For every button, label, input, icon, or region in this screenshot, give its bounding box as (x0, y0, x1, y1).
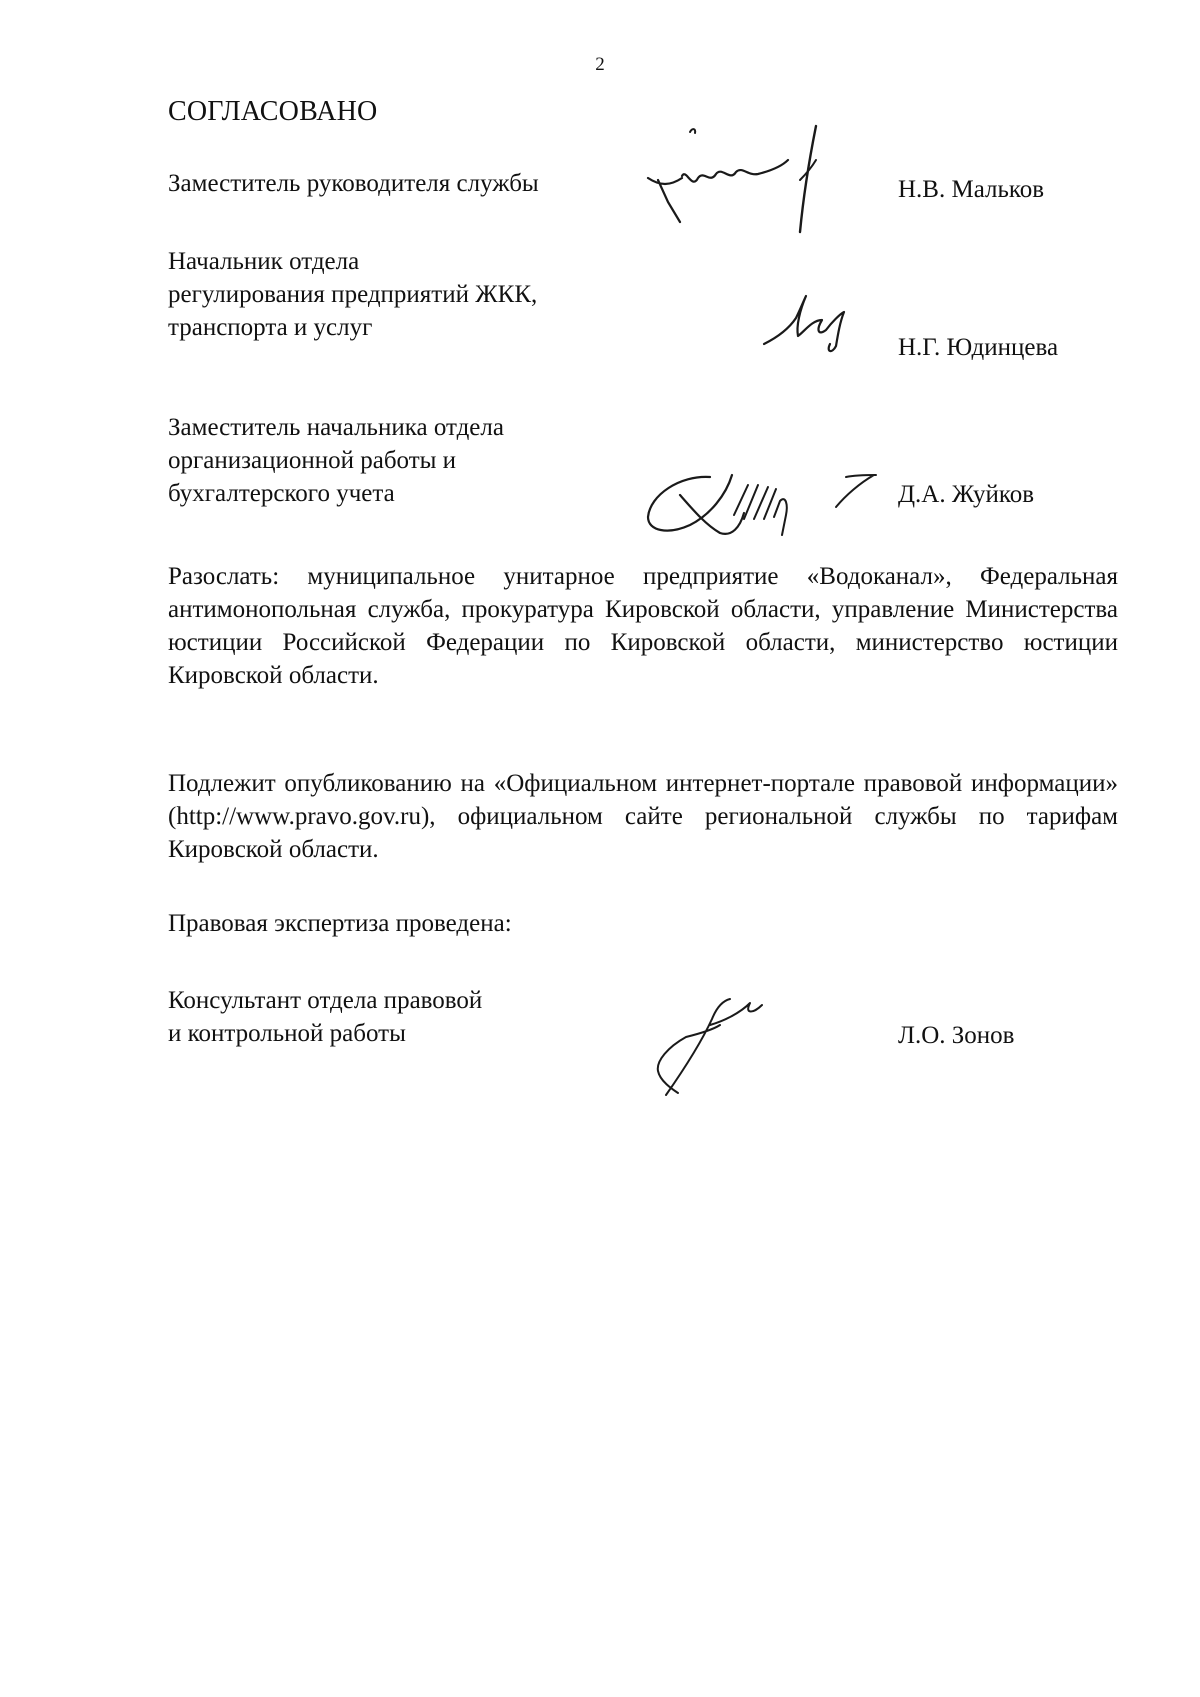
signature-zonov (650, 985, 820, 1105)
legal-review-name: Л.О. Зонов (898, 1022, 1015, 1049)
approver-name-2: Н.Г. Юдинцева (898, 334, 1059, 361)
approver-role-3-line: Заместитель начальника отдела (168, 414, 504, 441)
legal-review-title: Правовая экспертиза проведена: (168, 910, 512, 937)
signature-yudintseva (760, 290, 880, 360)
approver-role-2-line: регулирования предприятий ЖКК, (168, 281, 538, 308)
signature-malkov (640, 120, 840, 250)
approver-role-2-line: транспорта и услуг (168, 314, 373, 341)
approver-name-3: Д.А. Жуйков (898, 481, 1035, 508)
publication-paragraph: Подлежит опубликованию на «Официальном интернет-портале правовой информации» (http://www.pravo.gov.ru), официальном сайте региональной службы по тарифам Кировской области. (168, 770, 1118, 863)
legal-review-role-line: Консультант отдела правовой (168, 987, 483, 1014)
page-number: 2 (595, 54, 605, 75)
signature-zhuikov (640, 455, 900, 545)
approver-role-1 (168, 167, 539, 200)
legal-review-role-line: и контрольной работы (168, 1020, 406, 1047)
approval-heading: СОГЛАСОВАНО (168, 96, 378, 127)
approver-role-2 (168, 245, 537, 344)
approver-role-2-line: Начальник отдела (168, 248, 360, 275)
approver-role-1-line: Заместитель руководителя службы (168, 170, 539, 197)
approver-role-3-line: бухгалтерского учета (168, 480, 395, 507)
approver-name-1: Н.В. Мальков (898, 176, 1045, 203)
legal-review-role (168, 984, 482, 1050)
approver-role-3 (168, 411, 504, 510)
approver-role-3-line: организационной работы и (168, 447, 457, 474)
distribution-paragraph: Разослать: муниципальное унитарное предприятие «Водоканал», Федеральная антимонопольная служба, прокуратура Кировской области, управление Министерства юстиции Российской Федерации по Кировской области, министерство юстиции Кировской области. (168, 563, 1118, 689)
